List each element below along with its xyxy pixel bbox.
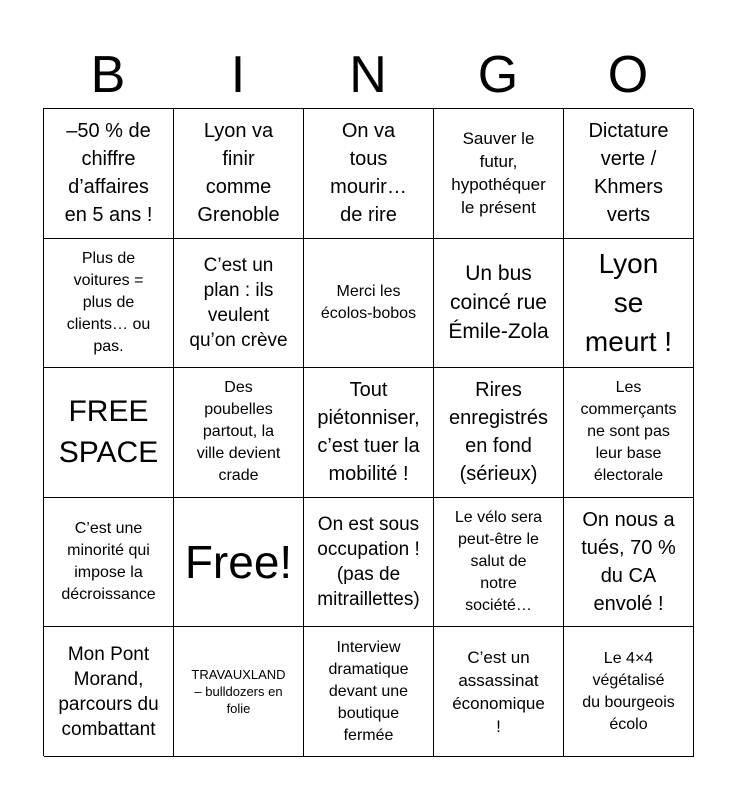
bingo-cell[interactable]: Lyon se meurt ! (564, 239, 694, 369)
bingo-cell[interactable]: Les commerçants ne sont pas leur base électorale (564, 368, 694, 498)
free-cell[interactable]: Free! (174, 498, 304, 628)
bingo-cell[interactable]: Merci les écolos-bobos (304, 239, 434, 369)
bingo-cell[interactable]: Mon Pont Morand, parcours du combattant (44, 627, 174, 757)
bingo-cell[interactable]: C’est un plan : ils veulent qu’on crève (174, 239, 304, 369)
bingo-cell[interactable]: Un bus coincé rue Émile-Zola (434, 239, 564, 369)
bingo-cell[interactable]: On va tous mourir… de rire (304, 109, 434, 239)
title-letter-i: I (230, 46, 246, 104)
bingo-cell[interactable]: Des poubelles partout, la ville devient crade (174, 368, 304, 498)
bingo-cell[interactable]: Sauver le futur, hypothéquer le présent (434, 109, 564, 239)
free-space-cell[interactable]: FREE SPACE (44, 368, 174, 498)
bingo-cell[interactable]: Le 4×4 végétalisé du bourgeois écolo (564, 627, 694, 757)
title-letter-n: N (349, 46, 387, 104)
bingo-cell[interactable]: Le vélo sera peut-être le salut de notre société… (434, 498, 564, 628)
bingo-cell[interactable]: –50 % de chiffre d’affaires en 5 ans ! (44, 109, 174, 239)
bingo-title (43, 40, 693, 110)
bingo-grid (43, 108, 693, 756)
title-letter-g: G (477, 46, 519, 104)
bingo-cell[interactable]: Plus de voitures = plus de clients… ou pas. (44, 239, 174, 369)
bingo-cell[interactable]: TRAVAUXLAND – bulldozers en folie (174, 627, 304, 757)
bingo-cell[interactable]: On est sous occupation ! (pas de mitraillettes) (304, 498, 434, 628)
bingo-cell[interactable]: C’est une minorité qui impose la décroissance (44, 498, 174, 628)
title-letter-o: O (607, 46, 649, 104)
bingo-cell[interactable]: Tout piétonniser, c’est tuer la mobilité ! (304, 368, 434, 498)
bingo-cell[interactable]: Rires enregistrés en fond (sérieux) (434, 368, 564, 498)
bingo-cell[interactable]: C’est un assassinat économique ! (434, 627, 564, 757)
bingo-cell[interactable]: Interview dramatique devant une boutique fermée (304, 627, 434, 757)
title-letter-b: B (90, 46, 126, 104)
bingo-cell[interactable]: On nous a tués, 70 % du CA envolé ! (564, 498, 694, 628)
bingo-cell[interactable]: Dictature verte / Khmers verts (564, 109, 694, 239)
bingo-cell[interactable]: Lyon va finir comme Grenoble (174, 109, 304, 239)
